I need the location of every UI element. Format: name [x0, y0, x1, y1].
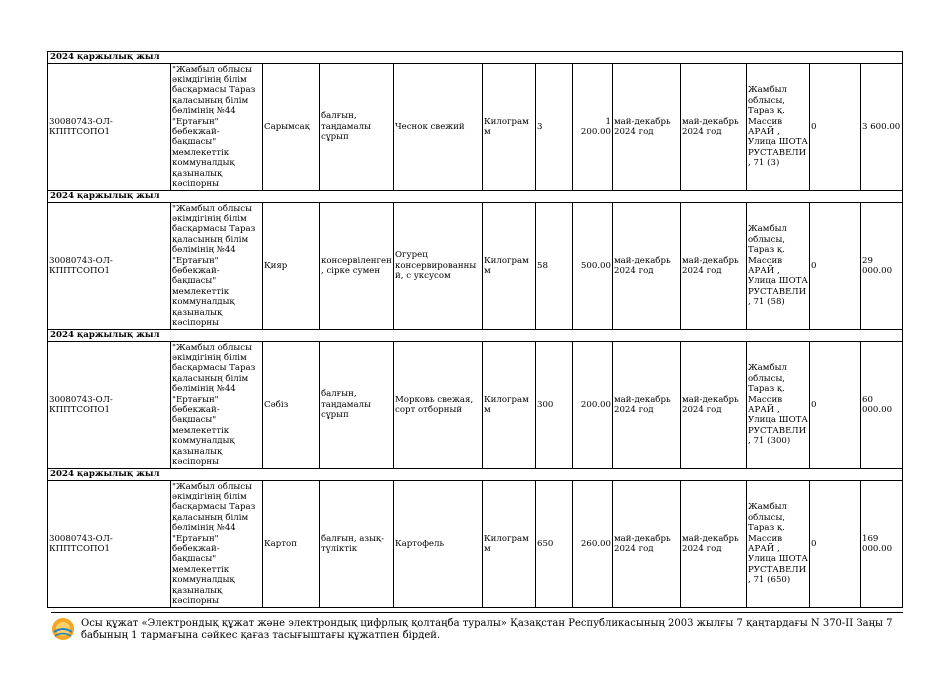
- lot-code: 30080743-ОЛ-КППТСОПО1: [48, 342, 171, 469]
- year-row: [48, 191, 903, 203]
- fiscal-year: 2024 қаржылық жыл: [48, 191, 903, 203]
- unit: Килограмм: [483, 64, 536, 191]
- legal-notice: Осы құжат «Электрондық құжат және электрондық цифрлық қолтаңба туралы» Қазақстан Республикасының 2003 жылғы 7 қаңтардағы N 370-II Заңы 7 бабының 1 тармағына сәйкес қағаз тасығыштағы құжатпен бірдей.: [81, 618, 893, 641]
- item-description-ru: Морковь свежая, сорт отборный: [394, 342, 483, 469]
- item-description-kz: балғын, таңдамалы сұрып: [320, 342, 394, 469]
- total-sum: 29 000.00: [861, 203, 903, 330]
- table-row: [48, 481, 903, 608]
- advance-payment: 0: [810, 203, 861, 330]
- item-name-kz: Сарымсақ: [263, 64, 320, 191]
- contract-period: май-декабрь 2024 год: [681, 342, 747, 469]
- contract-period: май-декабрь 2024 год: [681, 64, 747, 191]
- quantity: 650: [536, 481, 573, 608]
- unit-price: 200.00: [573, 342, 613, 469]
- fiscal-year: 2024 қаржылық жыл: [48, 52, 903, 64]
- unit-price: 1 200.00: [573, 64, 613, 191]
- fiscal-year: 2024 қаржылық жыл: [48, 330, 903, 342]
- egov-logo-icon: [51, 617, 75, 641]
- advance-payment: 0: [810, 481, 861, 608]
- delivery-period: май-декабрь 2024 год: [613, 481, 681, 608]
- year-row: [48, 469, 903, 481]
- item-description-kz: консервіленген, сірке сумен: [320, 203, 394, 330]
- quantity: 3: [536, 64, 573, 191]
- unit-price: 260.00: [573, 481, 613, 608]
- total-sum: 60 000.00: [861, 342, 903, 469]
- contract-period: май-декабрь 2024 год: [681, 203, 747, 330]
- unit: Килограмм: [483, 203, 536, 330]
- lot-code: 30080743-ОЛ-КППТСОПО1: [48, 481, 171, 608]
- item-description-ru: Картофель: [394, 481, 483, 608]
- total-sum: 169 000.00: [861, 481, 903, 608]
- quantity: 58: [536, 203, 573, 330]
- item-name-kz: Қияр: [263, 203, 320, 330]
- customer-name: "Жамбыл облысы әкімдігінің білім басқармасы Тараз қаласының білім бөлімінің №44 "Ертағын" бөбекжай-бақшасы" мемлекеттік коммуналдық қазыналық кәсіпорны: [171, 203, 263, 330]
- contract-period: май-декабрь 2024 год: [681, 481, 747, 608]
- item-name-kz: Картоп: [263, 481, 320, 608]
- item-name-kz: Сәбіз: [263, 342, 320, 469]
- table-row: [48, 342, 903, 469]
- year-row: [48, 330, 903, 342]
- year-row: [48, 52, 903, 64]
- table-row: [48, 203, 903, 330]
- delivery-address: Жамбыл облысы, Тараз қ. Массив АРАЙ , Улица ШОТА РУСТАВЕЛИ, 71 (58): [747, 203, 810, 330]
- item-description-kz: балғын, таңдамалы сұрып: [320, 64, 394, 191]
- item-description-kz: балғын, азық-түліктік: [320, 481, 394, 608]
- advance-payment: 0: [810, 342, 861, 469]
- unit: Килограмм: [483, 342, 536, 469]
- procurement-table: [47, 51, 903, 608]
- delivery-address: Жамбыл облысы, Тараз қ. Массив АРАЙ , Улица ШОТА РУСТАВЕЛИ, 71 (300): [747, 342, 810, 469]
- delivery-period: май-декабрь 2024 год: [613, 64, 681, 191]
- customer-name: "Жамбыл облысы әкімдігінің білім басқармасы Тараз қаласының білім бөлімінің №44 "Ертағын" бөбекжай-бақшасы" мемлекеттік коммуналдық қазыналық кәсіпорны: [171, 64, 263, 191]
- advance-payment: 0: [810, 64, 861, 191]
- unit-price: 500.00: [573, 203, 613, 330]
- item-description-ru: Чеснок свежий: [394, 64, 483, 191]
- document-footer: [51, 612, 903, 641]
- fiscal-year: 2024 қаржылық жыл: [48, 469, 903, 481]
- delivery-period: май-декабрь 2024 год: [613, 203, 681, 330]
- unit: Килограмм: [483, 481, 536, 608]
- customer-name: "Жамбыл облысы әкімдігінің білім басқармасы Тараз қаласының білім бөлімінің №44 "Ертағын" бөбекжай-бақшасы" мемлекеттік коммуналдық қазыналық кәсіпорны: [171, 481, 263, 608]
- quantity: 300: [536, 342, 573, 469]
- delivery-period: май-декабрь 2024 год: [613, 342, 681, 469]
- item-description-ru: Огурец консервированный, с уксусом: [394, 203, 483, 330]
- delivery-address: Жамбыл облысы, Тараз қ. Массив АРАЙ , Улица ШОТА РУСТАВЕЛИ, 71 (3): [747, 64, 810, 191]
- lot-code: 30080743-ОЛ-КППТСОПО1: [48, 64, 171, 191]
- delivery-address: Жамбыл облысы, Тараз қ. Массив АРАЙ , Улица ШОТА РУСТАВЕЛИ, 71 (650): [747, 481, 810, 608]
- customer-name: "Жамбыл облысы әкімдігінің білім басқармасы Тараз қаласының білім бөлімінің №44 "Ертағын" бөбекжай-бақшасы" мемлекеттік коммуналдық қазыналық кәсіпорны: [171, 342, 263, 469]
- table-row: [48, 64, 903, 191]
- total-sum: 3 600.00: [861, 64, 903, 191]
- lot-code: 30080743-ОЛ-КППТСОПО1: [48, 203, 171, 330]
